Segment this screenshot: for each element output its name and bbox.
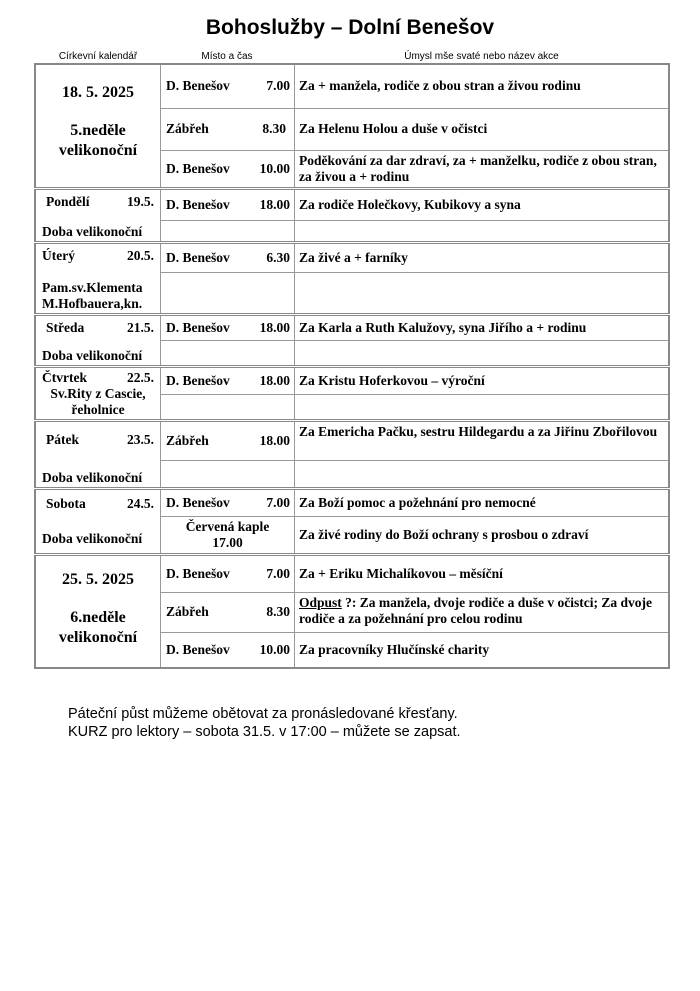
- sunday-date: 25. 5. 2025: [62, 570, 134, 588]
- time: 18.00: [259, 372, 290, 388]
- place: Červená kaple: [185, 518, 270, 534]
- liturgical-note: Doba velikonoční: [42, 223, 143, 239]
- intention: Za pracovníky Hlučínské charity: [295, 632, 670, 668]
- note-line: KURZ pro lektory – sobota 31.5. v 17:00 – můžete se zapsat.: [68, 724, 461, 740]
- table-row: [35, 488, 669, 516]
- day-name: Čtvrtek: [42, 369, 87, 385]
- note-line: Páteční půst můžeme obětovat za pronásledované křesťany.: [68, 706, 458, 722]
- time: 7.00: [266, 565, 290, 581]
- column-header-calendar: Církevní kalendář: [58, 51, 138, 62]
- day-date: 22.5.: [127, 369, 154, 385]
- time: 18.00: [259, 432, 290, 448]
- intention: Za Emericha Pačku, sestru Hildegardu a za Jiřinu Zbořilovou: [295, 420, 670, 460]
- intention: Za Karla a Ruth Kalužovy, syna Jiřího a + rodinu: [295, 314, 670, 340]
- table-row: [35, 554, 669, 592]
- table-row: [35, 242, 669, 272]
- intention: Za živé a + farníky: [295, 242, 670, 272]
- table-row: [35, 314, 669, 340]
- intention: Za Kristu Hoferkovou – výroční: [295, 366, 670, 394]
- sunday-date: 18. 5. 2025: [62, 84, 134, 101]
- day-name: Pondělí: [46, 193, 90, 209]
- table-row: [35, 420, 669, 460]
- schedule-table: [34, 63, 670, 669]
- liturgical-note: Sv.Rity z Cascie, řeholnice: [50, 385, 146, 417]
- table-row: [35, 188, 669, 220]
- liturgical-note: Pam.sv.Klementa M.Hofbauera,kn.: [42, 279, 143, 311]
- intention: Za rodiče Holečkovy, Kubikovy a syna: [295, 188, 670, 220]
- day-name: Středa: [46, 319, 85, 335]
- time: 8.30: [266, 604, 290, 619]
- intention: Za Helenu Holou a duše v očistci: [295, 108, 670, 150]
- sunday-name: 6.neděle velikonoční: [58, 608, 138, 646]
- page-title: Bohoslužby – Dolní Benešov: [205, 16, 495, 39]
- time: 6.30: [266, 249, 290, 265]
- day-name: Úterý: [42, 247, 75, 263]
- time: 18.00: [259, 319, 290, 335]
- place: Zábřeh: [166, 121, 209, 136]
- place: D. Benešov: [166, 372, 230, 388]
- place: D. Benešov: [166, 78, 230, 94]
- place: D. Benešov: [166, 319, 230, 335]
- place: Zábřeh: [166, 432, 209, 448]
- sunday-cell: [35, 64, 161, 188]
- place: D. Benešov: [166, 565, 230, 581]
- time: 10.00: [259, 641, 290, 657]
- day-date: 21.5.: [127, 319, 154, 335]
- notes: [68, 705, 461, 741]
- place: D. Benešov: [166, 641, 230, 657]
- column-header-place-time: Místo a čas: [201, 51, 253, 62]
- sunday-cell: [35, 554, 161, 668]
- liturgical-note: Doba velikonoční: [42, 530, 143, 546]
- day-date: 24.5.: [127, 495, 154, 511]
- liturgical-note: Doba velikonoční: [42, 347, 143, 363]
- place: D. Benešov: [166, 494, 230, 510]
- intention: Za + Eriku Michalíkovou – měsíční: [295, 554, 670, 592]
- intention: Za živé rodiny do Boží ochrany s prosbou o zdraví: [295, 516, 670, 554]
- intention: Za + manžela, rodiče z obou stran a živou rodinu: [295, 64, 670, 108]
- day-date: 20.5.: [127, 247, 154, 263]
- time: 17.00: [212, 534, 243, 550]
- table-row: [35, 64, 669, 108]
- intention: ?: Za manžela, dvoje rodiče a duše v očistci; Za dvoje rodiče a za požehnání pro celou rodinu: [299, 594, 652, 626]
- intention: Poděkování za dar zdraví, za + manželku, rodiče z obou stran, za živou a + rodinu: [295, 150, 670, 188]
- place: Zábřeh: [166, 604, 209, 619]
- liturgical-note: Doba velikonoční: [42, 469, 143, 485]
- intention: Za Boží pomoc a požehnání pro nemocné: [295, 488, 670, 516]
- day-name: Sobota: [46, 495, 86, 511]
- time: 10.00: [259, 160, 290, 176]
- place: D. Benešov: [166, 160, 230, 176]
- day-date: 19.5.: [127, 193, 154, 209]
- day-date: 23.5.: [127, 431, 154, 447]
- odpust-label: Odpust: [299, 594, 342, 610]
- time: 8.30: [262, 121, 286, 136]
- place: D. Benešov: [166, 196, 230, 212]
- time: 7.00: [266, 78, 290, 94]
- sunday-name: 5.neděle velikonoční: [58, 122, 138, 159]
- day-name: Pátek: [46, 431, 79, 447]
- time: 18.00: [259, 196, 290, 212]
- place: D. Benešov: [166, 249, 230, 265]
- time: 7.00: [266, 494, 290, 510]
- table-row: [35, 366, 669, 394]
- column-header-intention: Úmysl mše svaté nebo název akce: [404, 51, 559, 62]
